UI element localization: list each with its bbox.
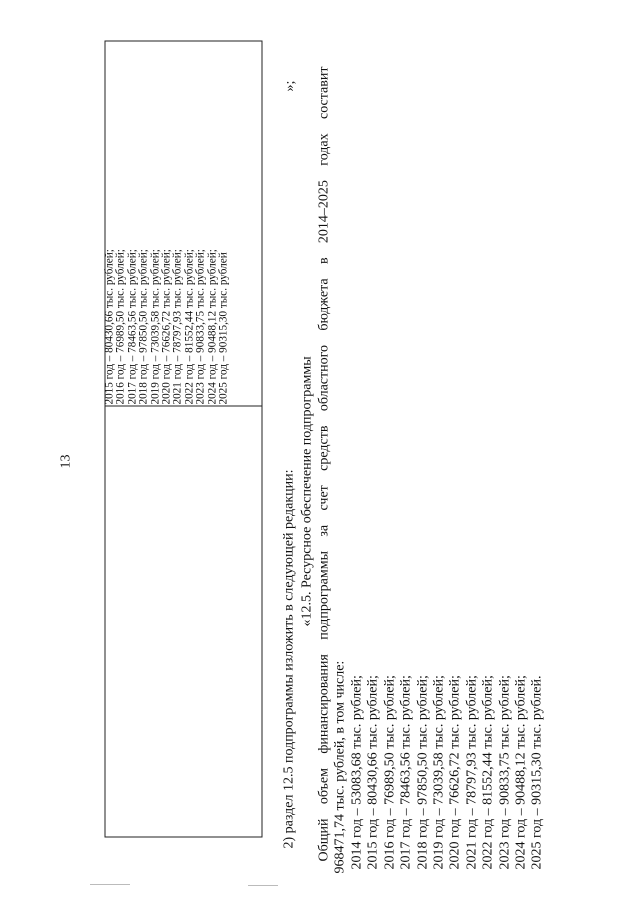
- table-row: 2015 год – 80430,66 тыс. рублей;: [103, 248, 115, 404]
- paragraph-line: Общий объем финансирования подпрограммы за счет средств областного бюджета в 2014–2025 годах составит: [316, 66, 331, 861]
- scan-speck: [248, 885, 278, 886]
- table-row: 2021 год – 78797,93 тыс. рублей;: [171, 248, 184, 404]
- table-row: 2018 год – 97850,50 тыс. рублей;: [137, 248, 150, 404]
- list-item: 2022 год – 81552,44 тыс. рублей;: [480, 674, 496, 869]
- paragraph-continuation: 968471,74 тыс. рублей, в том числе:: [332, 660, 347, 873]
- list-item: 2014 год – 53083,68 тыс. рублей;: [349, 674, 364, 869]
- table-row: 2022 год – 81552,44 тыс. рублей;: [182, 248, 195, 404]
- table-row: 2017 год – 78463,56 тыс. рублей;: [125, 248, 138, 404]
- list-item: 2024 год – 90488,12 тыс. рублей;: [513, 674, 529, 869]
- scan-speck: [90, 884, 130, 885]
- table-row: 2016 год – 76989,50 тыс. рублей;: [114, 248, 127, 404]
- list-item: 2016 год – 76989,50 тыс. рублей;: [381, 674, 397, 869]
- closing-quote: »;: [282, 80, 297, 91]
- table-row: 2019 год – 73039,58 тыс. рублей;: [148, 248, 161, 404]
- list-item: 2021 год – 78797,93 тыс. рублей;: [463, 674, 479, 869]
- list-item: 2015 год – 80430,66 тыс. рублей;: [365, 674, 381, 869]
- list-item: 2019 год – 73039,58 тыс. рублей;: [431, 674, 447, 869]
- list-item: 2023 год – 90833,75 тыс. рублей;: [496, 674, 512, 869]
- section-heading: «12.5. Ресурсное обеспечение подпрограммы: [299, 355, 314, 626]
- list-item: 2017 год – 78463,56 тыс. рублей;: [398, 674, 414, 869]
- page-number: 13: [58, 454, 73, 468]
- table-row: 2024 год – 90488,12 тыс. рублей;: [205, 248, 218, 404]
- table-column-divider: [105, 405, 261, 406]
- funding-table: [104, 40, 262, 837]
- funding-list: [349, 675, 546, 869]
- list-item: 2020 год – 76626,72 тыс. рублей;: [447, 674, 463, 869]
- table-row: 2020 год – 76626,72 тыс. рублей;: [160, 248, 173, 404]
- amendment-point: 2) раздел 12.5 подпрограммы изложить в следующей редакции:: [281, 468, 296, 848]
- list-item: 2025 год – 90315,30 тыс. рублей.: [529, 675, 545, 869]
- list-item: 2018 год – 97850,50 тыс. рублей;: [414, 674, 430, 869]
- table-row: 2025 год – 90315,30 тыс. рублей: [217, 251, 230, 404]
- table-year-list: [104, 154, 229, 404]
- table-row: 2023 год – 90833,75 тыс. рублей;: [194, 248, 207, 404]
